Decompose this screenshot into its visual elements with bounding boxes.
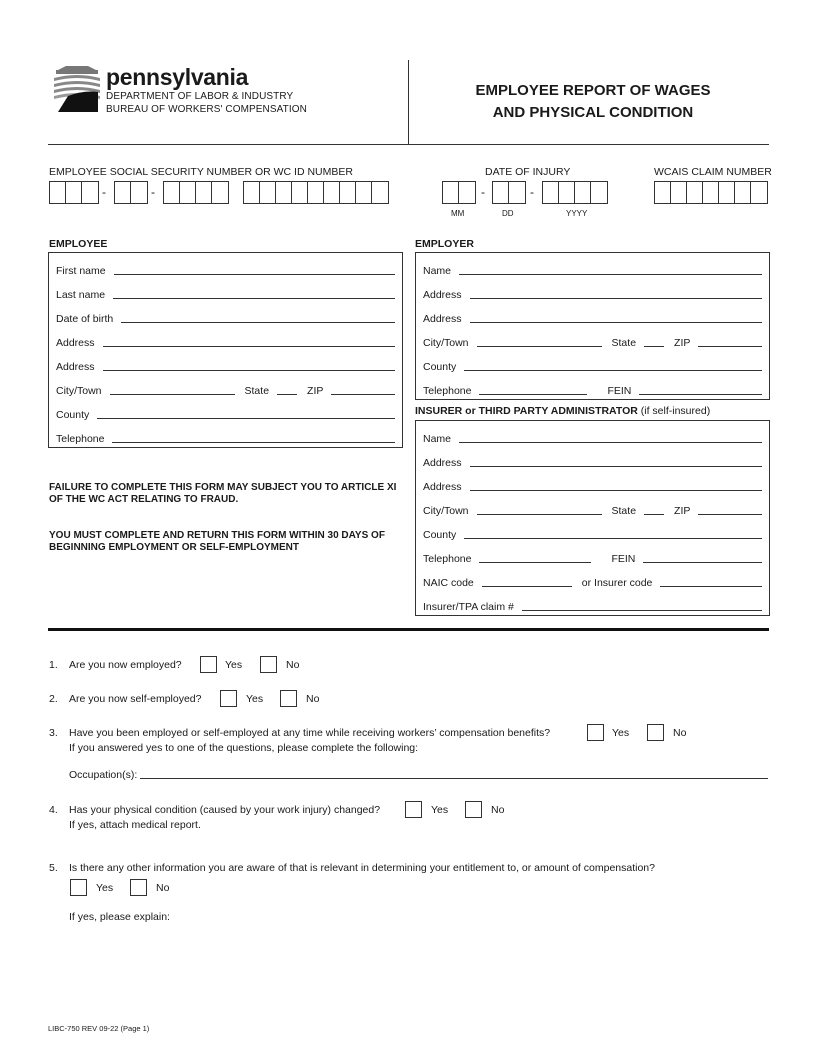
q2-yes-checkbox[interactable] [220, 690, 237, 707]
first-name-label: First name [56, 265, 106, 277]
employer-panel [415, 252, 770, 400]
q2-number: 2. [49, 693, 58, 705]
insurer-code-label: or Insurer code [581, 577, 653, 589]
employer-address-field-1[interactable] [423, 287, 762, 301]
q1-number: 1. [49, 659, 58, 671]
employee-city-row[interactable] [56, 383, 395, 397]
doi-dash-2: - [530, 185, 534, 199]
county-label: County [56, 409, 90, 421]
q4-yes-label: Yes [431, 804, 449, 816]
q2-text: Are you now self-employed? [69, 693, 202, 705]
city-label: City/Town [56, 385, 102, 397]
q5-yes-label: Yes [96, 882, 114, 894]
city-label: City/Town [423, 505, 469, 517]
employee-county-field[interactable] [56, 407, 395, 421]
employer-address-field-2[interactable] [423, 311, 762, 325]
q4-instruction: If yes, attach medical report. [69, 819, 201, 831]
dd-hint: DD [502, 209, 514, 218]
doi-month-input[interactable] [442, 181, 476, 204]
q1-yes-label: Yes [225, 659, 243, 671]
dob-label: Date of birth [56, 313, 114, 325]
ssn-part-1-input[interactable] [49, 181, 99, 204]
employee-telephone-field[interactable] [56, 431, 395, 445]
insurer-address-field-2[interactable] [423, 479, 762, 493]
name-label: Name [423, 433, 452, 445]
name-label: Name [423, 265, 452, 277]
q3-number: 3. [49, 727, 58, 739]
employer-heading: EMPLOYER [415, 238, 474, 250]
occupation-field[interactable] [69, 767, 768, 781]
q4-no-label: No [491, 804, 505, 816]
q2-no-checkbox[interactable] [280, 690, 297, 707]
q1-text: Are you now employed? [69, 659, 182, 671]
state-label: State [611, 337, 637, 349]
ssn-dash-1: - [102, 185, 106, 199]
deadline-warning-line-2: BEGINNING EMPLOYMENT OR SELF-EMPLOYMENT [49, 542, 300, 553]
zip-label: ZIP [674, 337, 691, 349]
claim-label: Insurer/TPA claim # [423, 601, 514, 613]
department-name [106, 91, 307, 116]
state-name: pennsylvania [106, 64, 249, 90]
employer-telephone-row[interactable] [423, 383, 762, 397]
insurer-telephone-row[interactable] [423, 551, 762, 565]
zip-label: ZIP [674, 505, 691, 517]
q3-no-label: No [673, 727, 687, 739]
fein-label: FEIN [607, 385, 632, 397]
insurer-city-row[interactable] [423, 503, 762, 517]
q3-yes-label: Yes [612, 727, 630, 739]
q2-yes-label: Yes [246, 693, 264, 705]
form-id: LIBC-750 REV 09-22 (Page 1) [48, 1024, 150, 1033]
state-label: State [611, 505, 637, 517]
employee-heading: EMPLOYEE [49, 238, 108, 250]
fein-label: FEIN [611, 553, 636, 565]
employer-name-field[interactable] [423, 263, 762, 277]
wcais-claim-input[interactable] [654, 181, 768, 204]
telephone-label: Telephone [423, 385, 472, 397]
insurer-heading [415, 405, 710, 417]
zip-label: ZIP [307, 385, 324, 397]
doi-day-input[interactable] [492, 181, 526, 204]
insurer-panel [415, 420, 770, 616]
county-label: County [423, 361, 457, 373]
q1-no-label: No [286, 659, 300, 671]
employee-dob-field[interactable] [56, 311, 395, 325]
section-divider [48, 628, 769, 631]
employee-first-name-field[interactable] [56, 263, 395, 277]
ssn-label: EMPLOYEE SOCIAL SECURITY NUMBER OR WC ID NUMBER [49, 166, 353, 178]
q5-explanation-area[interactable] [69, 928, 769, 1008]
q3-text: Have you been employed or self-employed at any time while receiving workers’ compensation benefits? [69, 727, 551, 739]
insurer-claim-field[interactable] [423, 599, 762, 613]
mm-hint: MM [451, 209, 465, 218]
insurer-naic-row[interactable] [423, 575, 762, 589]
q5-text: Is there any other information you are aware of that is relevant in determining your entitlement to, or amount of compensation? [69, 862, 655, 874]
wcais-label: WCAIS CLAIM NUMBER [654, 166, 772, 178]
deadline-warning [49, 530, 385, 554]
wc-id-input[interactable] [243, 181, 389, 204]
telephone-label: Telephone [423, 553, 472, 565]
address-label: Address [56, 337, 95, 349]
keystone-logo-icon [52, 66, 102, 114]
county-label: County [423, 529, 457, 541]
deadline-warning-line-1: YOU MUST COMPLETE AND RETURN THIS FORM WITHIN 30 DAYS OF [49, 530, 385, 541]
ssn-part-3-input[interactable] [163, 181, 229, 204]
q5-instruction: If yes, please explain: [69, 911, 170, 923]
employer-city-row[interactable] [423, 335, 762, 349]
q4-no-checkbox[interactable] [465, 801, 482, 818]
header-divider [408, 60, 409, 144]
employee-last-name-field[interactable] [56, 287, 395, 301]
q3-instruction: If you answered yes to one of the questions, please complete the following: [69, 742, 419, 754]
q4-text: Has your physical condition (caused by your work injury) changed? [69, 804, 381, 816]
doi-dash-1: - [481, 185, 485, 199]
q4-number: 4. [49, 804, 58, 816]
fraud-warning-line-1: FAILURE TO COMPLETE THIS FORM MAY SUBJECT YOU TO ARTICLE XI [49, 482, 397, 493]
insurer-county-field[interactable] [423, 527, 762, 541]
dept-line-2: BUREAU OF WORKERS' COMPENSATION [106, 103, 307, 115]
insurer-address-field-1[interactable] [423, 455, 762, 469]
city-label: City/Town [423, 337, 469, 349]
yyyy-hint: YYYY [566, 209, 588, 218]
q3-yes-checkbox[interactable] [587, 724, 604, 741]
address-label: Address [423, 313, 462, 325]
q5-no-label: No [156, 882, 170, 894]
employee-address-field-1[interactable] [56, 335, 395, 349]
fraud-warning-line-2: OF THE WC ACT RELATING TO FRAUD. [49, 494, 239, 505]
naic-label: NAIC code [423, 577, 474, 589]
fraud-warning [49, 482, 396, 506]
ssn-part-2-input[interactable] [114, 181, 148, 204]
address-label: Address [56, 361, 95, 373]
telephone-label: Telephone [56, 433, 105, 445]
dept-line-1: DEPARTMENT OF LABOR & INDUSTRY [106, 91, 294, 102]
q5-no-checkbox[interactable] [130, 879, 147, 896]
occupation-label: Occupation(s): [69, 769, 138, 781]
form-title [412, 80, 774, 124]
q1-no-checkbox[interactable] [260, 656, 277, 673]
q3-no-checkbox[interactable] [647, 724, 664, 741]
ssn-dash-2: - [151, 185, 155, 199]
q5-yes-checkbox[interactable] [70, 879, 87, 896]
q2-no-label: No [306, 693, 320, 705]
address-label: Address [423, 481, 462, 493]
title-line-2: AND PHYSICAL CONDITION [492, 104, 694, 121]
insurer-heading-bold: INSURER or THIRD PARTY ADMINISTRATOR [415, 405, 638, 417]
employer-county-field[interactable] [423, 359, 762, 373]
insurer-name-field[interactable] [423, 431, 762, 445]
q5-number: 5. [49, 862, 58, 874]
last-name-label: Last name [56, 289, 106, 301]
employee-panel [48, 252, 403, 448]
header-rule [48, 144, 769, 145]
employee-address-field-2[interactable] [56, 359, 395, 373]
q4-yes-checkbox[interactable] [405, 801, 422, 818]
q1-yes-checkbox[interactable] [200, 656, 217, 673]
insurer-heading-note: (if self-insured) [637, 405, 711, 417]
title-line-1: EMPLOYEE REPORT OF WAGES [475, 82, 711, 99]
state-label: State [244, 385, 270, 397]
address-label: Address [423, 289, 462, 301]
doi-year-input[interactable] [542, 181, 608, 204]
doi-label: DATE OF INJURY [485, 166, 571, 178]
address-label: Address [423, 457, 462, 469]
